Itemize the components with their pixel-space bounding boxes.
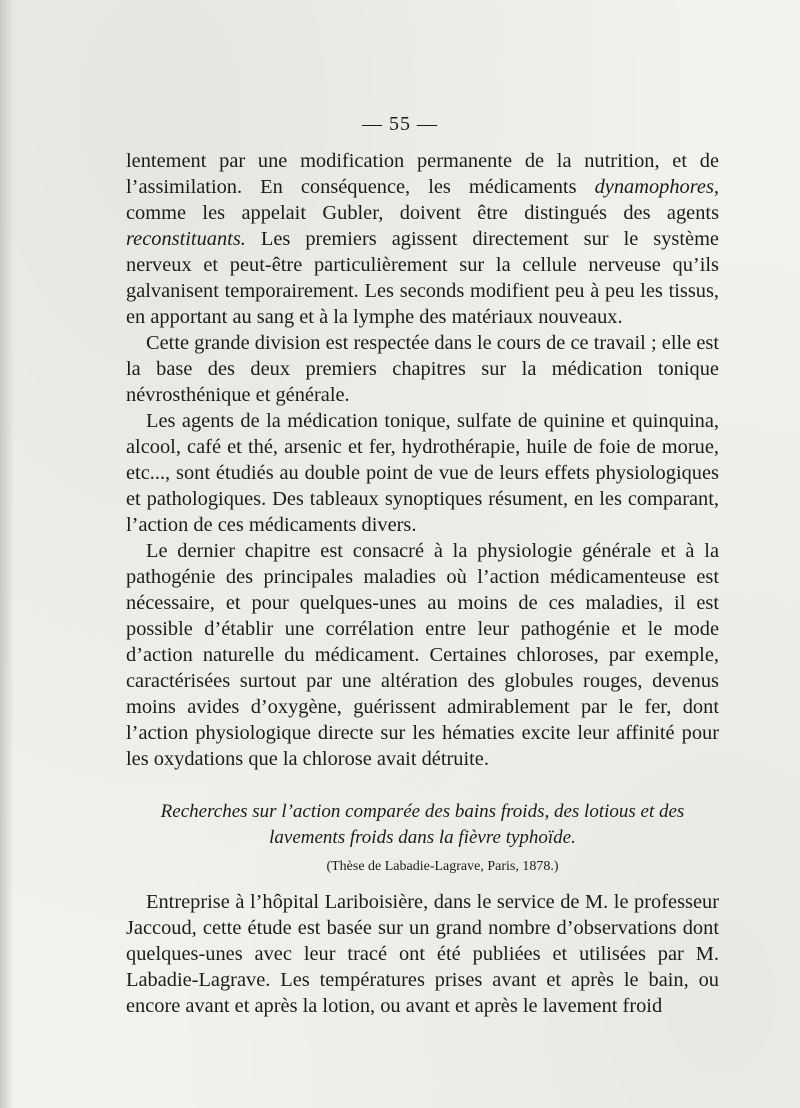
paragraph-1-text-a: lentement par une modification permanente de la nutrition, et de l’assimilation. En conséquence, les médicaments [126, 150, 719, 198]
paragraph-2: Cette grande division est respectée dans le cours de ce travail ; elle est la base des deux premiers chapitres sur la médication tonique névrosthénique et générale. [126, 332, 719, 406]
page-edge-shadow [0, 0, 14, 1108]
term-reconstituants: reconstituants. [126, 228, 246, 250]
paragraph-1 [126, 148, 719, 330]
paragraph-1-text-c: Les premiers agissent directement sur le système nerveux et peut-être particulièrement sur la cellule nerveuse qu’ils galvanisent temporairement. Les seconds modifient peu à peu les tissus, en apportant au sang et à la lymphe des matériaux nouveaux. [126, 228, 719, 328]
page-number: — 55 — [362, 113, 438, 135]
paragraph-5: Entreprise à l’hôpital Lariboisière, dans le service de M. le professeur Jaccoud, cette étude est basée sur un grand nombre d’observations dont quelques-unes avec leur tracé ont été publiées et utilisées par M. Labadie-Lagrave. Les températures prises avant et après le bain, ou encore avant et après la lotion, ou avant et après le lavement froid [126, 891, 719, 1017]
section-heading [126, 799, 719, 851]
text-body [126, 148, 719, 1019]
section-heading-line-2: lavements froids dans la fièvre typhoïde. [269, 827, 576, 848]
term-dynamophores: dynamophores [594, 176, 714, 198]
section-source: (Thèse de Labadie-Lagrave, Paris, 1878.) [326, 859, 559, 874]
paragraph-4: Le dernier chapitre est consacré à la physiologie générale et à la pathogénie des principales maladies où l’action médicamenteuse est nécessaire, et pour quelques-unes au moins de ces maladies, il est possible d’établir une corrélation entre leur pathogénie et le mode d’action naturelle du médicament. Certaines chloroses, par exemple, caractérisées surtout par une altération des globules rouges, devenus moins avides d’oxygène, guérissent admirablement par le fer, dont l’action physiologique directe sur les hématies excite leur affinité pour les oxydations que la chlorose avait détruite. [126, 540, 719, 770]
section-heading-line-1: Recherches sur l’action comparée des bains froids, des lotious et des [160, 801, 685, 822]
paragraph-1-text-b: , comme les appelait Gubler, doivent être distingués des agents [126, 176, 719, 224]
paragraph-3: Les agents de la médication tonique, sulfate de quinine et quinquina, alcool, café et thé, arsenic et fer, hydrothérapie, huile de foie de morue, etc..., sont étudiés au double point de vue de leurs effets physiologiques et pathologiques. Des tableaux synoptiques résument, en les comparant, l’action de ces médicaments divers. [126, 410, 719, 536]
